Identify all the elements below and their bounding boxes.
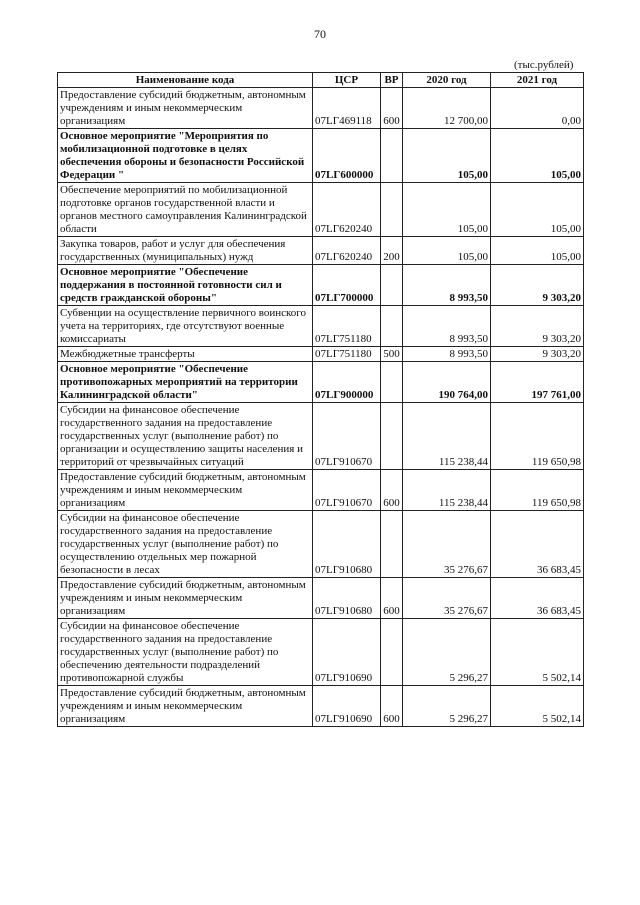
- cell-csr: 07LГ910670: [313, 470, 381, 511]
- header-2020: 2020 год: [403, 73, 491, 88]
- table-row: [58, 237, 584, 265]
- table-row: [58, 265, 584, 306]
- cell-vr: [381, 403, 403, 470]
- cell-csr: 07LГ469118: [313, 88, 381, 129]
- cell-csr: 07LГ910690: [313, 619, 381, 686]
- cell-2020: 35 276,67: [403, 511, 491, 578]
- cell-2021: 119 650,98: [491, 470, 584, 511]
- table-row: [58, 470, 584, 511]
- table-row: [58, 183, 584, 237]
- cell-2021: 105,00: [491, 129, 584, 183]
- table-row: [58, 88, 584, 129]
- cell-2020: 105,00: [403, 183, 491, 237]
- cell-csr: 07LГ910690: [313, 686, 381, 727]
- cell-name: Предоставление субсидий бюджетным, автономным учреждениям и иным некоммерческим организациям: [58, 578, 313, 619]
- budget-table: [57, 72, 584, 727]
- table-row: [58, 306, 584, 347]
- cell-vr: [381, 619, 403, 686]
- cell-name: Основное мероприятие "Обеспечение поддержания в постоянной готовности сил и средств гражданской обороны": [58, 265, 313, 306]
- cell-vr: 600: [381, 470, 403, 511]
- cell-name: Основное мероприятие "Обеспечение противопожарных мероприятий на территории Калининградской области": [58, 362, 313, 403]
- cell-name: Субсидии на финансовое обеспечение государственного задания на предоставление государственных услуг (выполнение работ) по осуществлению отдельных мер пожарной безопасности в лесах: [58, 511, 313, 578]
- cell-2020: 8 993,50: [403, 306, 491, 347]
- cell-vr: [381, 129, 403, 183]
- table-header-row: [58, 73, 584, 88]
- cell-csr: 07LГ620240: [313, 183, 381, 237]
- cell-2020: 8 993,50: [403, 265, 491, 306]
- cell-2021: 9 303,20: [491, 306, 584, 347]
- cell-2021: 5 502,14: [491, 686, 584, 727]
- cell-csr: 07LГ910670: [313, 403, 381, 470]
- cell-csr: 07LГ700000: [313, 265, 381, 306]
- header-name: Наименование кода: [58, 73, 313, 88]
- cell-2020: 5 296,27: [403, 619, 491, 686]
- cell-2021: 5 502,14: [491, 619, 584, 686]
- cell-name: Межбюджетные трансферты: [58, 347, 313, 362]
- cell-name: Основное мероприятие "Мероприятия по мобилизационной подготовке в целях обеспечения обороны и безопасности Российской Федерации ": [58, 129, 313, 183]
- cell-name: Обеспечение мероприятий по мобилизационной подготовке органов государственной власти и органов местного самоуправления Калининградской области: [58, 183, 313, 237]
- header-csr: ЦСР: [313, 73, 381, 88]
- cell-2020: 8 993,50: [403, 347, 491, 362]
- page-number: 70: [314, 27, 326, 41]
- cell-name: Субсидии на финансовое обеспечение государственного задания на предоставление государственных услуг (выполнение работ) по обеспечению деятельности подразделений противопожарной службы: [58, 619, 313, 686]
- cell-vr: [381, 362, 403, 403]
- header-vr: ВР: [381, 73, 403, 88]
- cell-2020: 190 764,00: [403, 362, 491, 403]
- cell-vr: 500: [381, 347, 403, 362]
- cell-2021: 36 683,45: [491, 511, 584, 578]
- table-row: [58, 129, 584, 183]
- cell-2020: 12 700,00: [403, 88, 491, 129]
- cell-2021: 9 303,20: [491, 265, 584, 306]
- cell-name: Предоставление субсидий бюджетным, автономным учреждениям и иным некоммерческим организациям: [58, 88, 313, 129]
- cell-name: Субсидии на финансовое обеспечение государственного задания на предоставление государственных услуг (выполнение работ) по организации и осуществлению защиты населения и территорий от чрезвычайных ситуаций: [58, 403, 313, 470]
- table-row: [58, 362, 584, 403]
- cell-csr: 07LГ620240: [313, 237, 381, 265]
- table-row: [58, 619, 584, 686]
- cell-name: Закупка товаров, работ и услуг для обеспечения государственных (муниципальных) нужд: [58, 237, 313, 265]
- cell-csr: 07LГ900000: [313, 362, 381, 403]
- cell-2021: 119 650,98: [491, 403, 584, 470]
- cell-2020: 105,00: [403, 129, 491, 183]
- cell-vr: [381, 183, 403, 237]
- cell-vr: [381, 511, 403, 578]
- table-row: [58, 511, 584, 578]
- cell-name: Предоставление субсидий бюджетным, автономным учреждениям и иным некоммерческим организациям: [58, 686, 313, 727]
- table-row: [58, 347, 584, 362]
- cell-2020: 5 296,27: [403, 686, 491, 727]
- cell-csr: 07LГ910680: [313, 578, 381, 619]
- table-row: [58, 686, 584, 727]
- cell-2021: 105,00: [491, 183, 584, 237]
- cell-vr: [381, 265, 403, 306]
- cell-vr: 200: [381, 237, 403, 265]
- cell-csr: 07LГ600000: [313, 129, 381, 183]
- cell-csr: 07LГ751180: [313, 347, 381, 362]
- units-label: (тыс.рублей): [514, 59, 574, 71]
- cell-vr: 600: [381, 578, 403, 619]
- cell-vr: 600: [381, 686, 403, 727]
- cell-2021: 105,00: [491, 237, 584, 265]
- cell-2021: 36 683,45: [491, 578, 584, 619]
- table-row: [58, 578, 584, 619]
- cell-2020: 115 238,44: [403, 403, 491, 470]
- table-row: [58, 403, 584, 470]
- cell-vr: 600: [381, 88, 403, 129]
- cell-2021: 0,00: [491, 88, 584, 129]
- header-2021: 2021 год: [491, 73, 584, 88]
- cell-2020: 105,00: [403, 237, 491, 265]
- cell-name: Субвенции на осуществление первичного воинского учета на территориях, где отсутствуют военные комиссариаты: [58, 306, 313, 347]
- cell-name: Предоставление субсидий бюджетным, автономным учреждениям и иным некоммерческим организациям: [58, 470, 313, 511]
- cell-2020: 115 238,44: [403, 470, 491, 511]
- cell-vr: [381, 306, 403, 347]
- cell-csr: 07LГ751180: [313, 306, 381, 347]
- cell-2020: 35 276,67: [403, 578, 491, 619]
- cell-2021: 9 303,20: [491, 347, 584, 362]
- cell-2021: 197 761,00: [491, 362, 584, 403]
- cell-csr: 07LГ910680: [313, 511, 381, 578]
